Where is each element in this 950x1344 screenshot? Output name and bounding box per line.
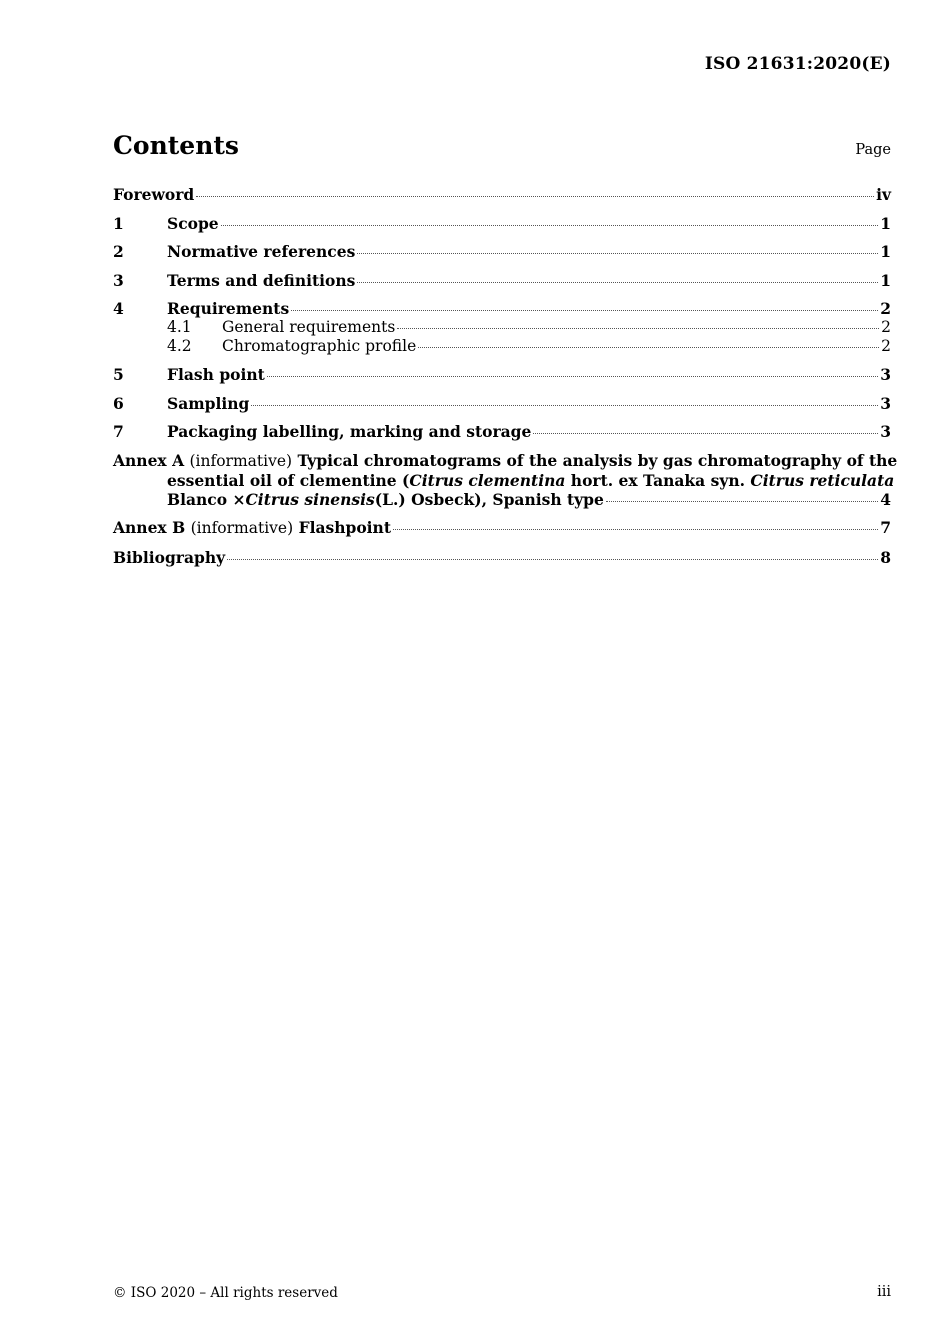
dot-leader <box>196 196 874 197</box>
toc-page: 3 <box>880 422 891 441</box>
page-number: iii <box>877 1284 891 1300</box>
toc-title: Foreword <box>113 185 195 204</box>
toc-entry-packaging[interactable] <box>113 422 891 441</box>
contents-heading: Contents <box>113 131 240 160</box>
toc-number: 5 <box>113 365 124 384</box>
annex-title-line2c: hort. ex Tanaka syn. <box>565 470 751 490</box>
toc-title: Chromatographic profile <box>222 337 417 355</box>
toc-title: Terms and definitions <box>167 270 356 290</box>
toc-number: 2 <box>113 242 124 261</box>
toc-entry-flash-point[interactable] <box>113 365 891 384</box>
dot-leader <box>533 433 878 434</box>
toc-page: iv <box>876 185 891 204</box>
toc-number: 4.1 <box>167 318 192 336</box>
toc-number: 4 <box>113 299 124 318</box>
toc-title: Normative references <box>167 242 356 261</box>
dot-leader <box>221 225 879 226</box>
dot-leader <box>251 405 878 406</box>
toc-number: 4.2 <box>167 337 192 355</box>
toc-page: 4 <box>880 489 891 509</box>
toc-entry-annex-b[interactable] <box>113 518 891 538</box>
dot-leader <box>357 282 878 283</box>
annex-title-line3b: Citrus sinensis <box>245 489 375 509</box>
toc-title: Requirements <box>167 299 290 318</box>
annex-label: Annex A <box>113 450 185 470</box>
toc-title: Scope <box>167 213 219 233</box>
toc-page: 7 <box>880 518 891 537</box>
toc-entry-annex-a[interactable] <box>113 450 898 509</box>
annex-kind: (informative) <box>190 519 294 537</box>
toc-number: 1 <box>113 213 124 233</box>
toc-page: 2 <box>880 299 891 318</box>
toc-page: 1 <box>880 242 891 261</box>
dot-leader <box>418 347 879 348</box>
toc-page: 3 <box>880 393 891 413</box>
copyright-notice: © ISO 2020 – All rights reserved <box>113 1285 338 1301</box>
annex-title-line2d: Citrus reticulata <box>750 470 895 490</box>
toc-title: Bibliography <box>113 547 226 567</box>
toc-entry-scope[interactable] <box>113 214 891 233</box>
toc-number: 3 <box>113 270 124 290</box>
toc-subentry-general-requirements[interactable] <box>113 318 891 337</box>
annex-title-line2a: essential oil of clementine ( <box>167 470 410 490</box>
dot-leader <box>227 559 878 560</box>
toc-title: Sampling <box>167 393 250 413</box>
toc-title: Flash point <box>167 365 265 384</box>
table-of-contents <box>113 185 898 576</box>
dot-leader <box>393 529 878 530</box>
toc-entry-terms-and-definitions[interactable] <box>113 271 891 290</box>
dot-leader <box>397 328 879 329</box>
dot-leader <box>606 501 878 502</box>
annex-label: Annex B <box>113 518 186 537</box>
toc-entry-sampling[interactable] <box>113 394 891 413</box>
toc-page: 1 <box>880 213 891 233</box>
toc-entry-foreword[interactable] <box>113 185 891 204</box>
dot-leader <box>291 310 878 311</box>
toc-page: 1 <box>880 270 891 290</box>
toc-entry-normative-references[interactable] <box>113 242 891 261</box>
annex-title: Flashpoint <box>298 518 391 537</box>
annex-title-line2b: Citrus clementina <box>409 470 566 490</box>
toc-page: 2 <box>881 337 891 355</box>
annex-title-line3a: Blanco × <box>167 489 246 509</box>
toc-subentry-chromatographic-profile[interactable] <box>113 337 891 356</box>
toc-page: 8 <box>880 547 891 567</box>
document-id: ISO 21631:2020(E) <box>704 54 891 74</box>
annex-title-line1: Typical chromatograms of the analysis by gas chromatography of the <box>297 450 898 470</box>
toc-entry-requirements[interactable] <box>113 299 891 318</box>
toc-page: 3 <box>880 365 891 384</box>
dot-leader <box>267 376 878 377</box>
toc-page: 2 <box>881 318 891 336</box>
toc-entry-bibliography[interactable] <box>113 548 891 567</box>
toc-number: 6 <box>113 393 124 413</box>
toc-title: Packaging labelling, marking and storage <box>167 422 532 441</box>
toc-title: General requirements <box>222 318 396 336</box>
dot-leader <box>357 253 878 254</box>
annex-title-line3c: (L.) Osbeck), Spanish type <box>374 489 604 509</box>
page-column-label: Page <box>855 142 891 158</box>
annex-kind: (informative) <box>189 451 293 470</box>
toc-number: 7 <box>113 422 124 441</box>
